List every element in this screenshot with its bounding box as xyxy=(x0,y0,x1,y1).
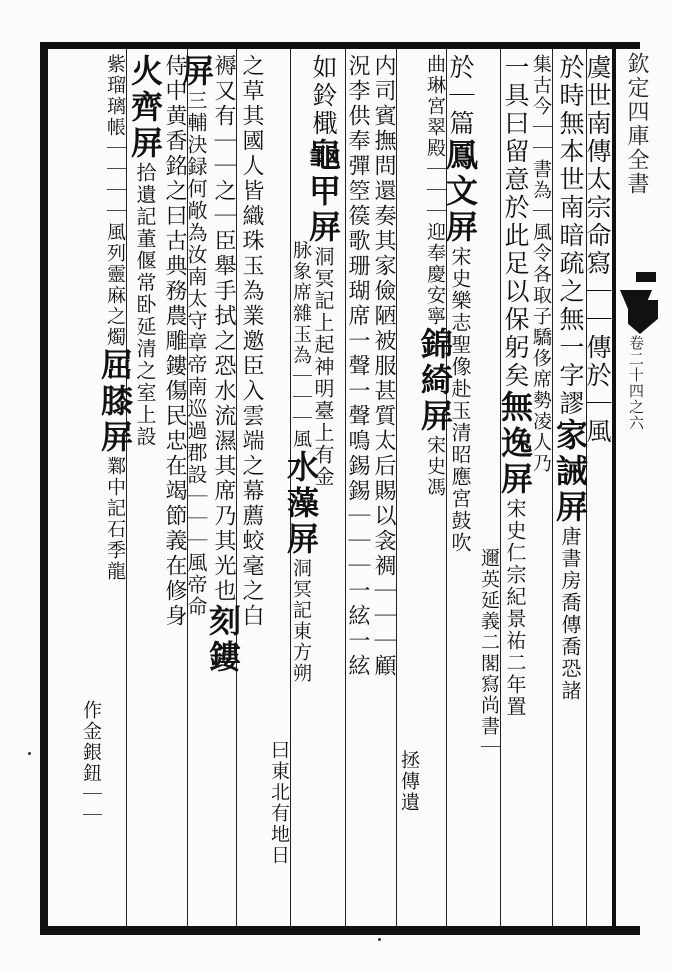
header-book-title: 欽定四庫全書 xyxy=(624,52,649,196)
annotation-text: 唐書房喬傳喬恐諸 xyxy=(558,526,582,702)
text-column xyxy=(496,54,534,924)
body-text: 如 xyxy=(309,54,338,82)
column-rule xyxy=(236,49,237,926)
body-text: 紫瑠璃帳｜｜｜｜風列靈麻之燭 xyxy=(104,54,126,348)
entry-heading: 水藻屏 xyxy=(282,450,320,558)
body-text: 於時無本世南暗疏之無一字謬 xyxy=(556,54,585,418)
annotation-text: 作金銀鈕｜｜ xyxy=(80,700,102,826)
entry-heading: 錦綺屏 xyxy=(416,327,454,435)
entry-heading: 家誡屏 xyxy=(551,418,589,526)
fish-tail-mark-lower xyxy=(628,300,658,334)
body-text: 於｜篇 xyxy=(446,54,475,138)
text-column xyxy=(416,54,454,924)
annotation-text: 洞冥記東方朔 xyxy=(290,558,312,684)
top-border xyxy=(40,42,640,49)
text-column xyxy=(398,750,420,924)
text-column xyxy=(268,740,290,924)
annotation-text: 拯傳遺 xyxy=(398,750,420,813)
entry-heading: 龜甲屏 xyxy=(304,138,342,246)
text-column xyxy=(344,54,370,924)
body-text: 内司賓撫問還奏其家儉陋被服甚質太后賜以衾裯｜｜｜顧 xyxy=(371,54,396,679)
text-column xyxy=(441,54,479,924)
annotation-text: 曰東北有地日 xyxy=(268,740,290,866)
annotation-text: 子驕侈席勢凌人乃 xyxy=(530,306,552,474)
annotation-text: 三輔決録何敞為汝南太守章帝南巡過郡設｜｜｜風帝命 xyxy=(184,90,208,618)
text-column xyxy=(80,700,102,924)
ink-speck xyxy=(378,938,381,941)
body-text: 虞世南傳太宗命寫｜｜傳於｜風 xyxy=(583,54,612,446)
right-border xyxy=(612,42,616,935)
entry-heading: 無逸屏 xyxy=(496,390,534,498)
annotation-text: 宋史馮 xyxy=(424,435,446,498)
body-text: 況李供奉彈箜篌歌珊瑚席一聲一聲鳴錫錫｜｜｜一絃一絃 xyxy=(345,54,370,679)
column-rule xyxy=(126,49,127,926)
annotation-text: 宋史仁宗紀景祐二年置 xyxy=(503,498,527,718)
entry-heading: 屈膝屏 xyxy=(96,348,134,456)
column-rule xyxy=(396,49,397,926)
text-column xyxy=(96,54,134,924)
entry-heading: 火齊屏 xyxy=(126,54,164,162)
body-text: 鈴 xyxy=(309,82,338,110)
annotation-text: 鄴中記石季龍 xyxy=(104,456,126,582)
entry-heading: 刻鏤 xyxy=(204,604,242,676)
text-column xyxy=(551,54,589,924)
left-border xyxy=(40,42,48,935)
header-volume-label: 卷二十四之六 xyxy=(627,335,645,431)
body-text: 集古今｜｜書為｜風令各取 xyxy=(530,54,552,306)
text-column xyxy=(204,54,242,924)
bottom-border xyxy=(40,926,640,935)
body-text: 一具曰留意於此足以保躬矣 xyxy=(501,54,530,390)
text-column xyxy=(370,54,396,924)
annotation-text: 拾遺記董偃常卧延清之室上設 xyxy=(133,162,157,448)
body-text: 褥又有｜｜之｜臣舉手拭之恐水流濕其席乃其光也 xyxy=(211,54,236,604)
text-column xyxy=(282,240,320,924)
text-column xyxy=(161,54,187,924)
annotation-text: 宋史樂志聖像赴玉清昭應宮鼓吹 xyxy=(448,246,472,554)
text-column xyxy=(478,548,500,924)
annotation-text: 曲琳宮翠殿｜｜｜迎奉慶安寧 xyxy=(424,54,446,327)
annotation-text: 洞冥記上起神明臺上有金 xyxy=(311,246,335,488)
annotation-text: 脉象席雜玉為｜｜｜風 xyxy=(290,240,312,450)
body-text: 檝 xyxy=(309,110,338,138)
text-column xyxy=(126,54,164,924)
entry-heading: 鳳文屏 xyxy=(441,138,479,246)
entry-heading: 屏 xyxy=(177,54,215,90)
ink-speck xyxy=(28,752,31,755)
fish-tail-mark-top xyxy=(636,272,656,282)
body-text: 侍中黄香銘之曰古典務農雕鏤傷民忠在竭節義在修身 xyxy=(162,54,187,629)
text-column xyxy=(238,54,264,924)
annotation-text: 邇英延義二閣寫尚書｜ xyxy=(478,548,500,758)
body-text: 之草其國人皆織珠玉為業邀臣入雲端之幕薦蛟毫之白 xyxy=(239,54,264,629)
